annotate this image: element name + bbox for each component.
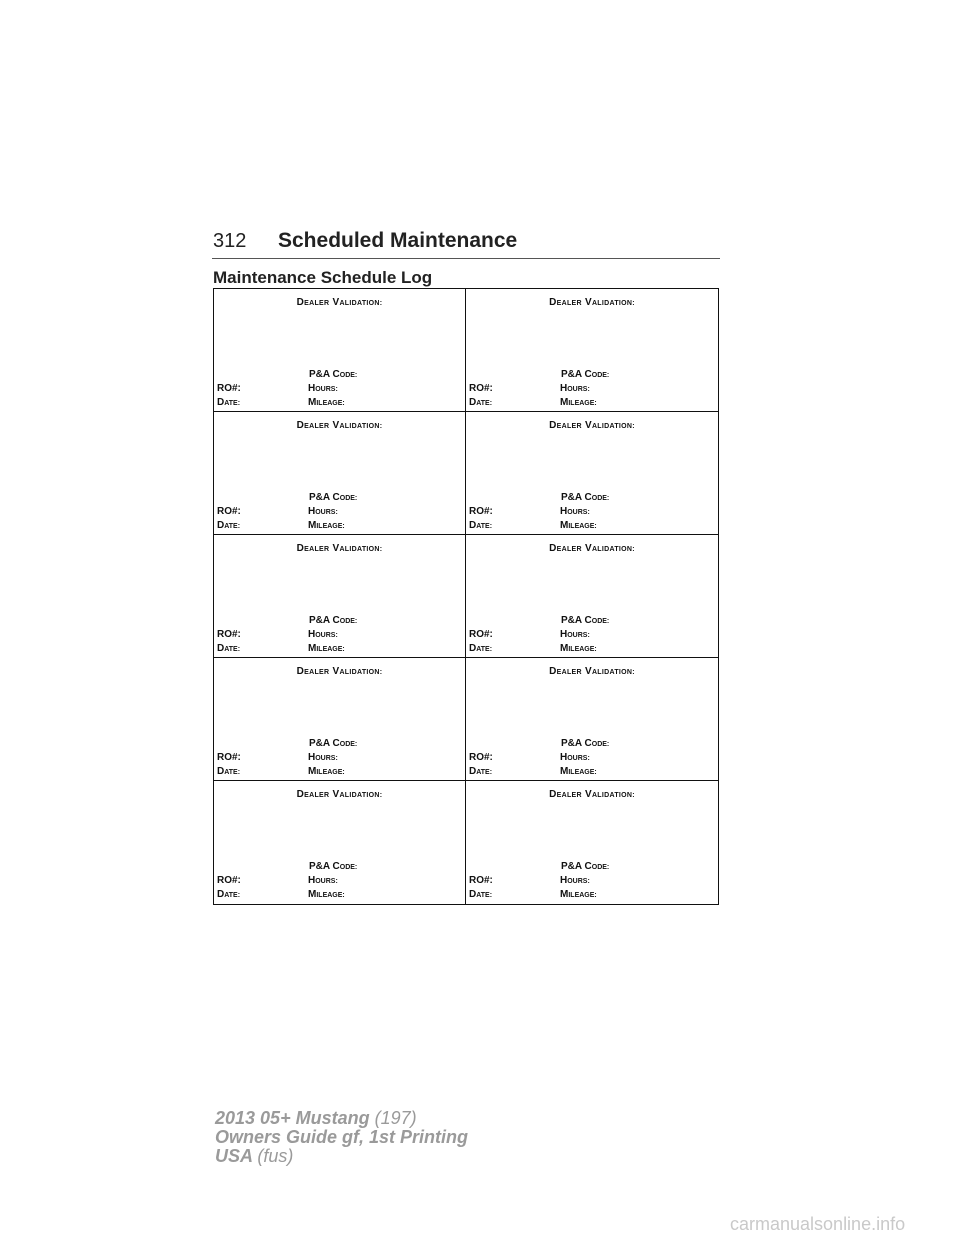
log-entry-cell [466,289,718,411]
dealer-validation-label: DEALER VALIDATION: [549,420,635,431]
watermark: carmanualsonline.info [730,1214,906,1234]
mileage-label: MILEAGE: [560,397,597,408]
log-row [214,412,718,535]
pa-code-label: P&A CODE: [309,861,358,872]
date-label: DATE: [217,766,241,777]
ro-number-label: RO#: [469,383,493,394]
footer-line-3 [215,1147,468,1166]
pa-code-label: P&A CODE: [561,861,610,872]
log-title: Maintenance Schedule Log [213,268,433,287]
dealer-validation-label: DEALER VALIDATION: [296,789,383,800]
ro-number-label: RO#: [469,506,493,517]
dealer-validation-label: DEALER VALIDATION: [296,297,383,308]
dealer-validation-label: DEALER VALIDATION: [549,789,635,800]
pa-code-label: P&A CODE: [561,492,610,503]
hours-label: HOURS: [308,752,338,763]
ro-number-label: RO#: [469,752,493,763]
date-label: DATE: [217,889,241,900]
date-label: DATE: [469,520,493,531]
mileage-label: MILEAGE: [308,889,345,900]
ro-number-label: RO#: [217,752,241,763]
date-label: DATE: [217,643,241,654]
log-row [214,535,718,658]
log-row [214,781,718,904]
hours-label: HOURS: [308,506,338,517]
mileage-label: MILEAGE: [560,766,597,777]
dealer-validation-label: DEALER VALIDATION: [549,543,635,554]
dealer-validation-label: DEALER VALIDATION: [549,297,635,308]
section-title: Scheduled Maintenance [278,229,518,252]
hours-label: HOURS: [308,383,338,394]
dealer-validation-label: DEALER VALIDATION: [296,543,383,554]
footer-line-1 [215,1109,468,1128]
date-label: DATE: [469,889,493,900]
log-entry-cell [214,412,466,534]
dealer-validation-label: DEALER VALIDATION: [549,666,635,677]
footer-model: 2013 05+ Mustang [215,1108,370,1128]
dealer-validation-label: DEALER VALIDATION: [296,420,383,431]
log-entry-cell [214,658,466,780]
page-number: 312 [213,230,247,252]
mileage-label: MILEAGE: [560,643,597,654]
log-row [214,289,718,412]
mileage-label: MILEAGE: [308,397,345,408]
pa-code-label: P&A CODE: [309,738,358,749]
hours-label: HOURS: [560,506,590,517]
pa-code-label: P&A CODE: [561,615,610,626]
date-label: DATE: [469,397,493,408]
mileage-label: MILEAGE: [308,643,345,654]
log-entry-cell [214,781,466,904]
footer-line-2: Owners Guide gf, 1st Printing [215,1127,469,1147]
footer-market: USA [215,1146,253,1166]
log-entry-cell [214,535,466,657]
hours-label: HOURS: [560,875,590,886]
ro-number-label: RO#: [217,875,241,886]
print-footer [215,1109,468,1166]
pa-code-label: P&A CODE: [561,369,610,380]
pa-code-label: P&A CODE: [309,492,358,503]
hours-label: HOURS: [560,629,590,640]
dealer-validation-label: DEALER VALIDATION: [296,666,383,677]
date-label: DATE: [217,397,241,408]
hours-label: HOURS: [308,875,338,886]
log-entry-cell [466,535,718,657]
pa-code-label: P&A CODE: [309,369,358,380]
hours-label: HOURS: [560,383,590,394]
ro-number-label: RO#: [217,506,241,517]
pa-code-label: P&A CODE: [309,615,358,626]
pa-code-label: P&A CODE: [561,738,610,749]
ro-number-label: RO#: [469,875,493,886]
date-label: DATE: [469,766,493,777]
footer-market-code: (fus) [257,1146,294,1166]
mileage-label: MILEAGE: [560,520,597,531]
mileage-label: MILEAGE: [308,520,345,531]
ro-number-label: RO#: [469,629,493,640]
hours-label: HOURS: [308,629,338,640]
log-entry-cell [466,412,718,534]
footer-page-code: (197) [374,1108,417,1128]
date-label: DATE: [469,643,493,654]
log-entry-cell [466,658,718,780]
mileage-label: MILEAGE: [308,766,345,777]
mileage-label: MILEAGE: [560,889,597,900]
date-label: DATE: [217,520,241,531]
page-header [212,228,720,259]
maintenance-log-table [213,288,719,905]
hours-label: HOURS: [560,752,590,763]
ro-number-label: RO#: [217,383,241,394]
log-entry-cell [466,781,718,904]
ro-number-label: RO#: [217,629,241,640]
log-entry-cell [214,289,466,411]
log-row [214,658,718,781]
